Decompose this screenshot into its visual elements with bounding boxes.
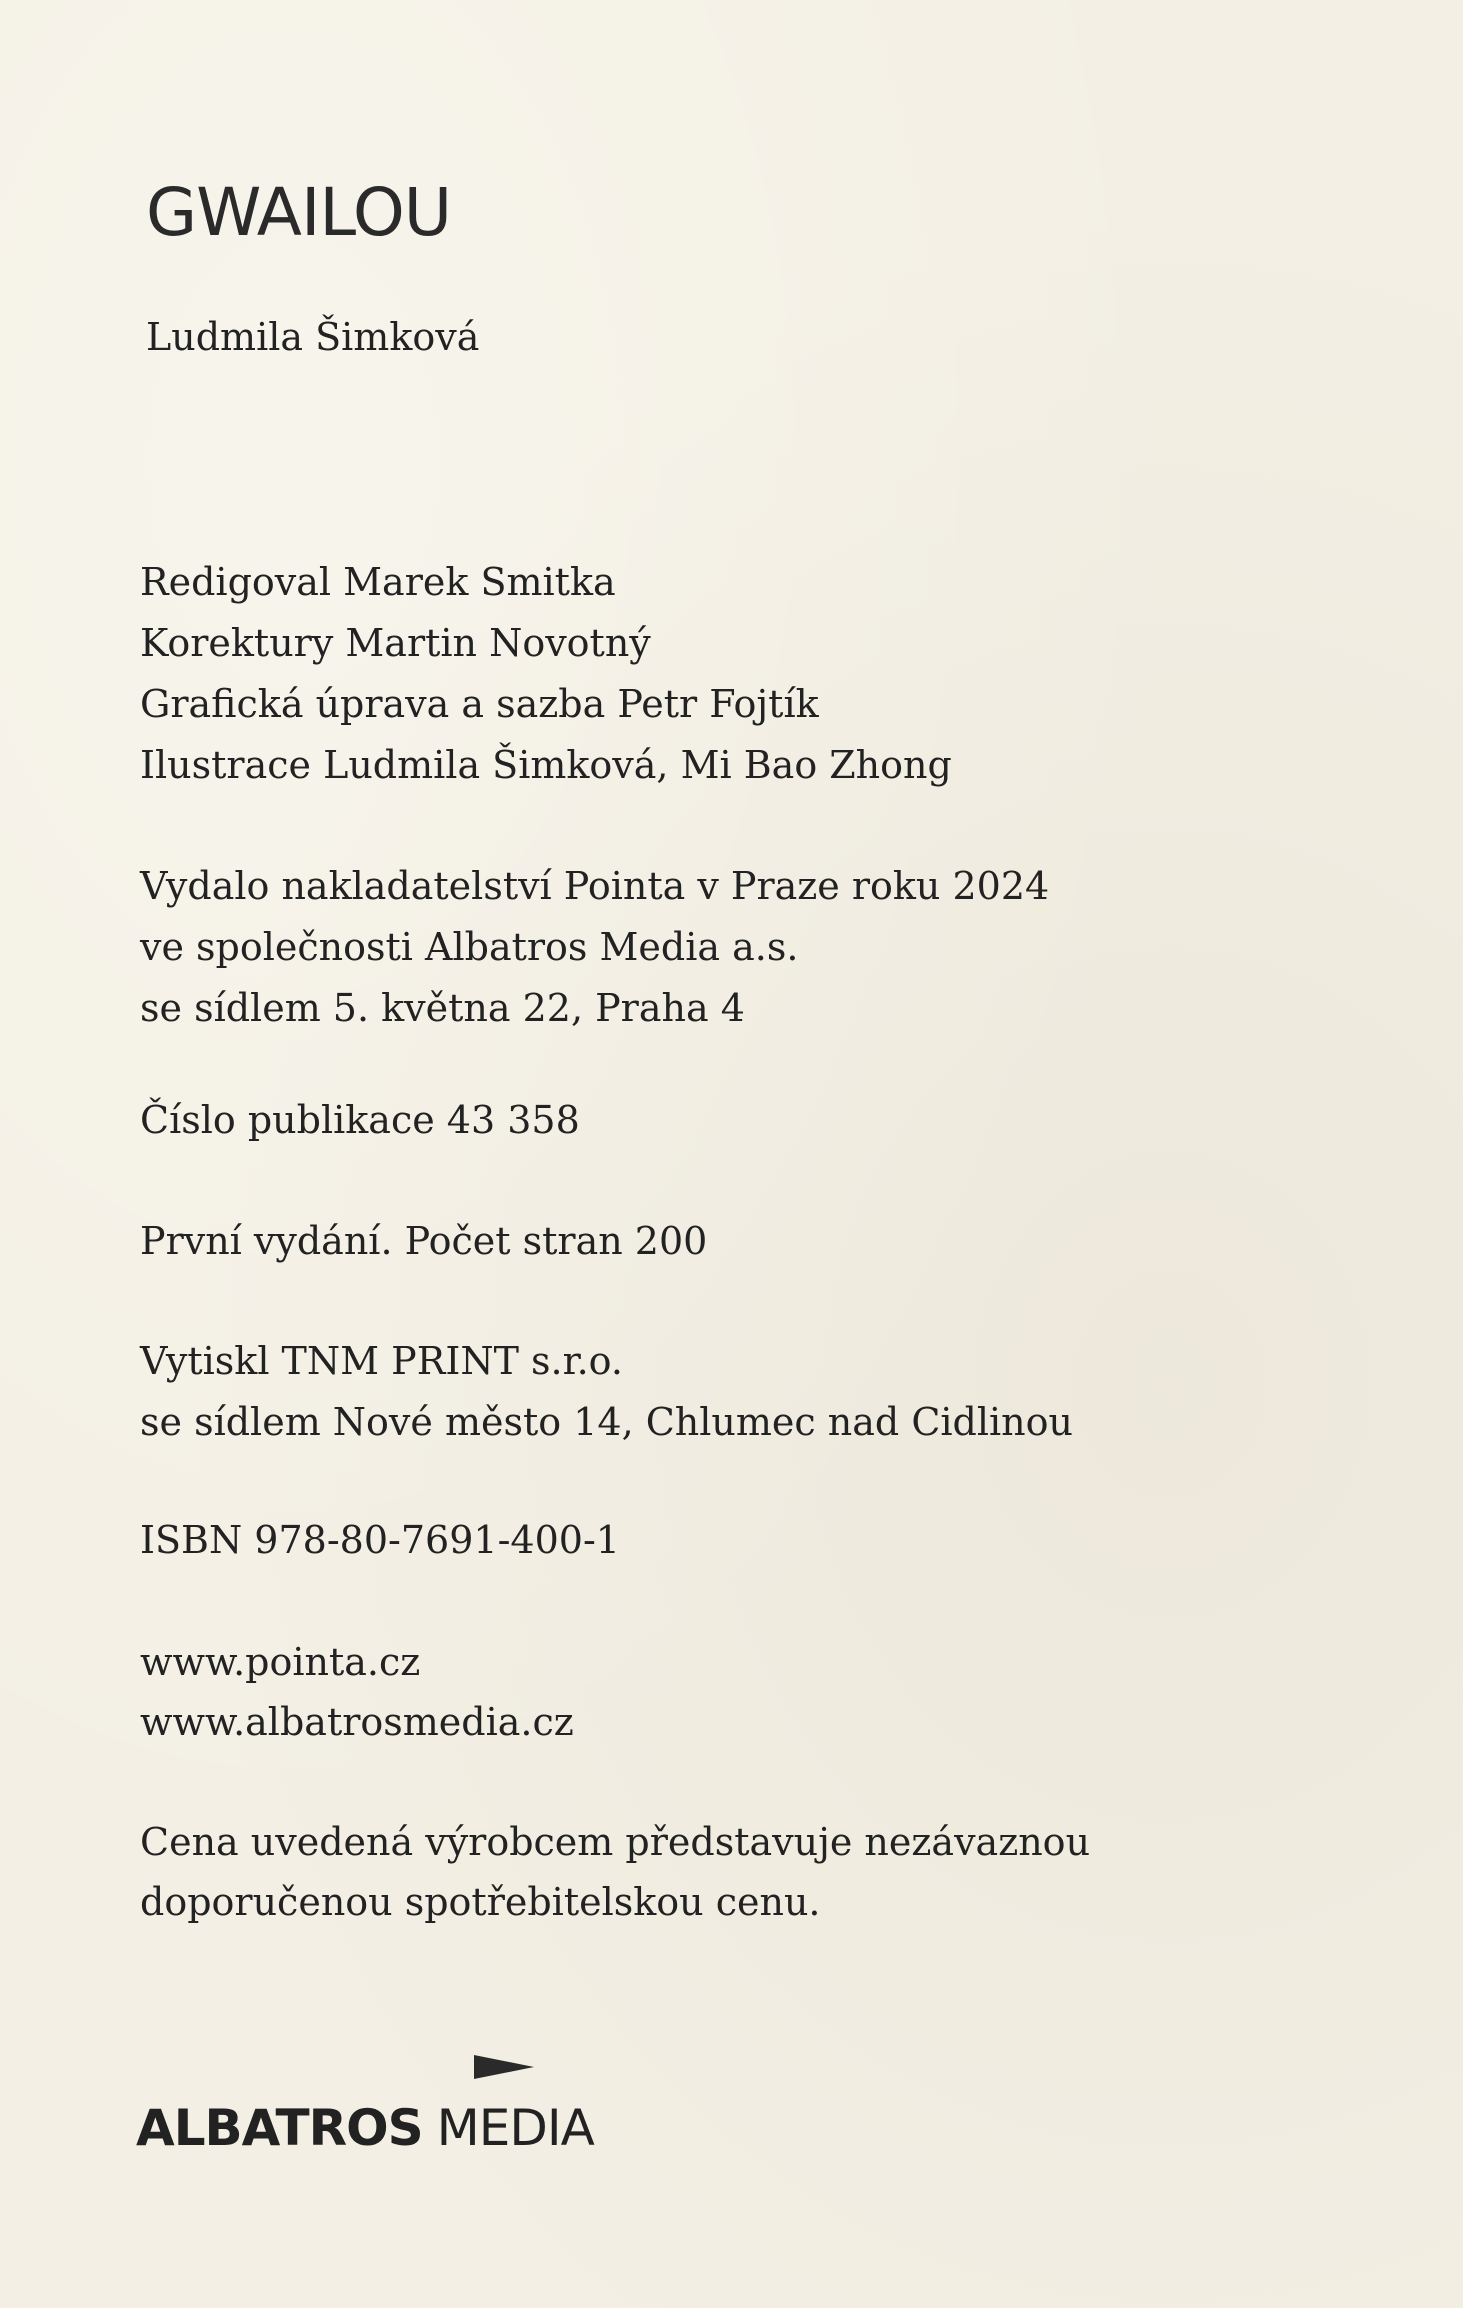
isbn-text: ISBN 978-80-7691-400-1 [140, 1518, 620, 1562]
logo-bold-text: ALBATROS [136, 2099, 423, 2157]
credit-proofreading: Korektury Martin Novotný [140, 621, 651, 665]
edition-info [140, 1211, 707, 1272]
edition-text: První vydání. Počet stran 200 [140, 1219, 708, 1263]
logo-light-text: MEDIA [436, 2099, 594, 2157]
website-link: www.albatrosmedia.cz [140, 1700, 574, 1744]
publisher-line: ve společnosti Albatros Media a.s. [140, 925, 799, 969]
flag-icon [474, 2055, 534, 2079]
publisher-line: se sídlem 5. května 22, Praha 4 [140, 986, 745, 1030]
printer-line: Vytiskl TNM PRINT s.r.o. [140, 1339, 623, 1383]
publisher-block [140, 856, 1049, 1039]
printer-block [140, 1331, 1073, 1453]
price-note-line: doporučenou spotřebitelskou cenu. [140, 1880, 821, 1924]
book-title: GWAILOU [146, 174, 452, 251]
publisher-line: Vydalo nakladatelství Pointa v Praze roku 2024 [140, 864, 1050, 908]
logo-wordmark [136, 2099, 594, 2157]
book-author: Ludmila Šimková [146, 315, 480, 359]
credit-design: Grafická úprava a sazba Petr Fojtík [140, 682, 819, 726]
credit-illustration: Ilustrace Ludmila Šimková, Mi Bao Zhong [140, 743, 952, 787]
albatros-media-logo [136, 2055, 656, 2165]
isbn [140, 1510, 620, 1571]
website-link: www.pointa.cz [140, 1640, 421, 1684]
price-note-line: Cena uvedená výrobcem představuje nezávaznou [140, 1820, 1091, 1864]
printer-line: se sídlem Nové město 14, Chlumec nad Cidlinou [140, 1400, 1074, 1444]
websites-block [140, 1632, 574, 1752]
price-note [140, 1812, 1090, 1932]
credit-editor: Redigoval Marek Smitka [140, 560, 616, 604]
credits-block [140, 552, 952, 796]
publication-number [140, 1090, 580, 1151]
publication-number-text: Číslo publikace 43 358 [140, 1098, 580, 1142]
